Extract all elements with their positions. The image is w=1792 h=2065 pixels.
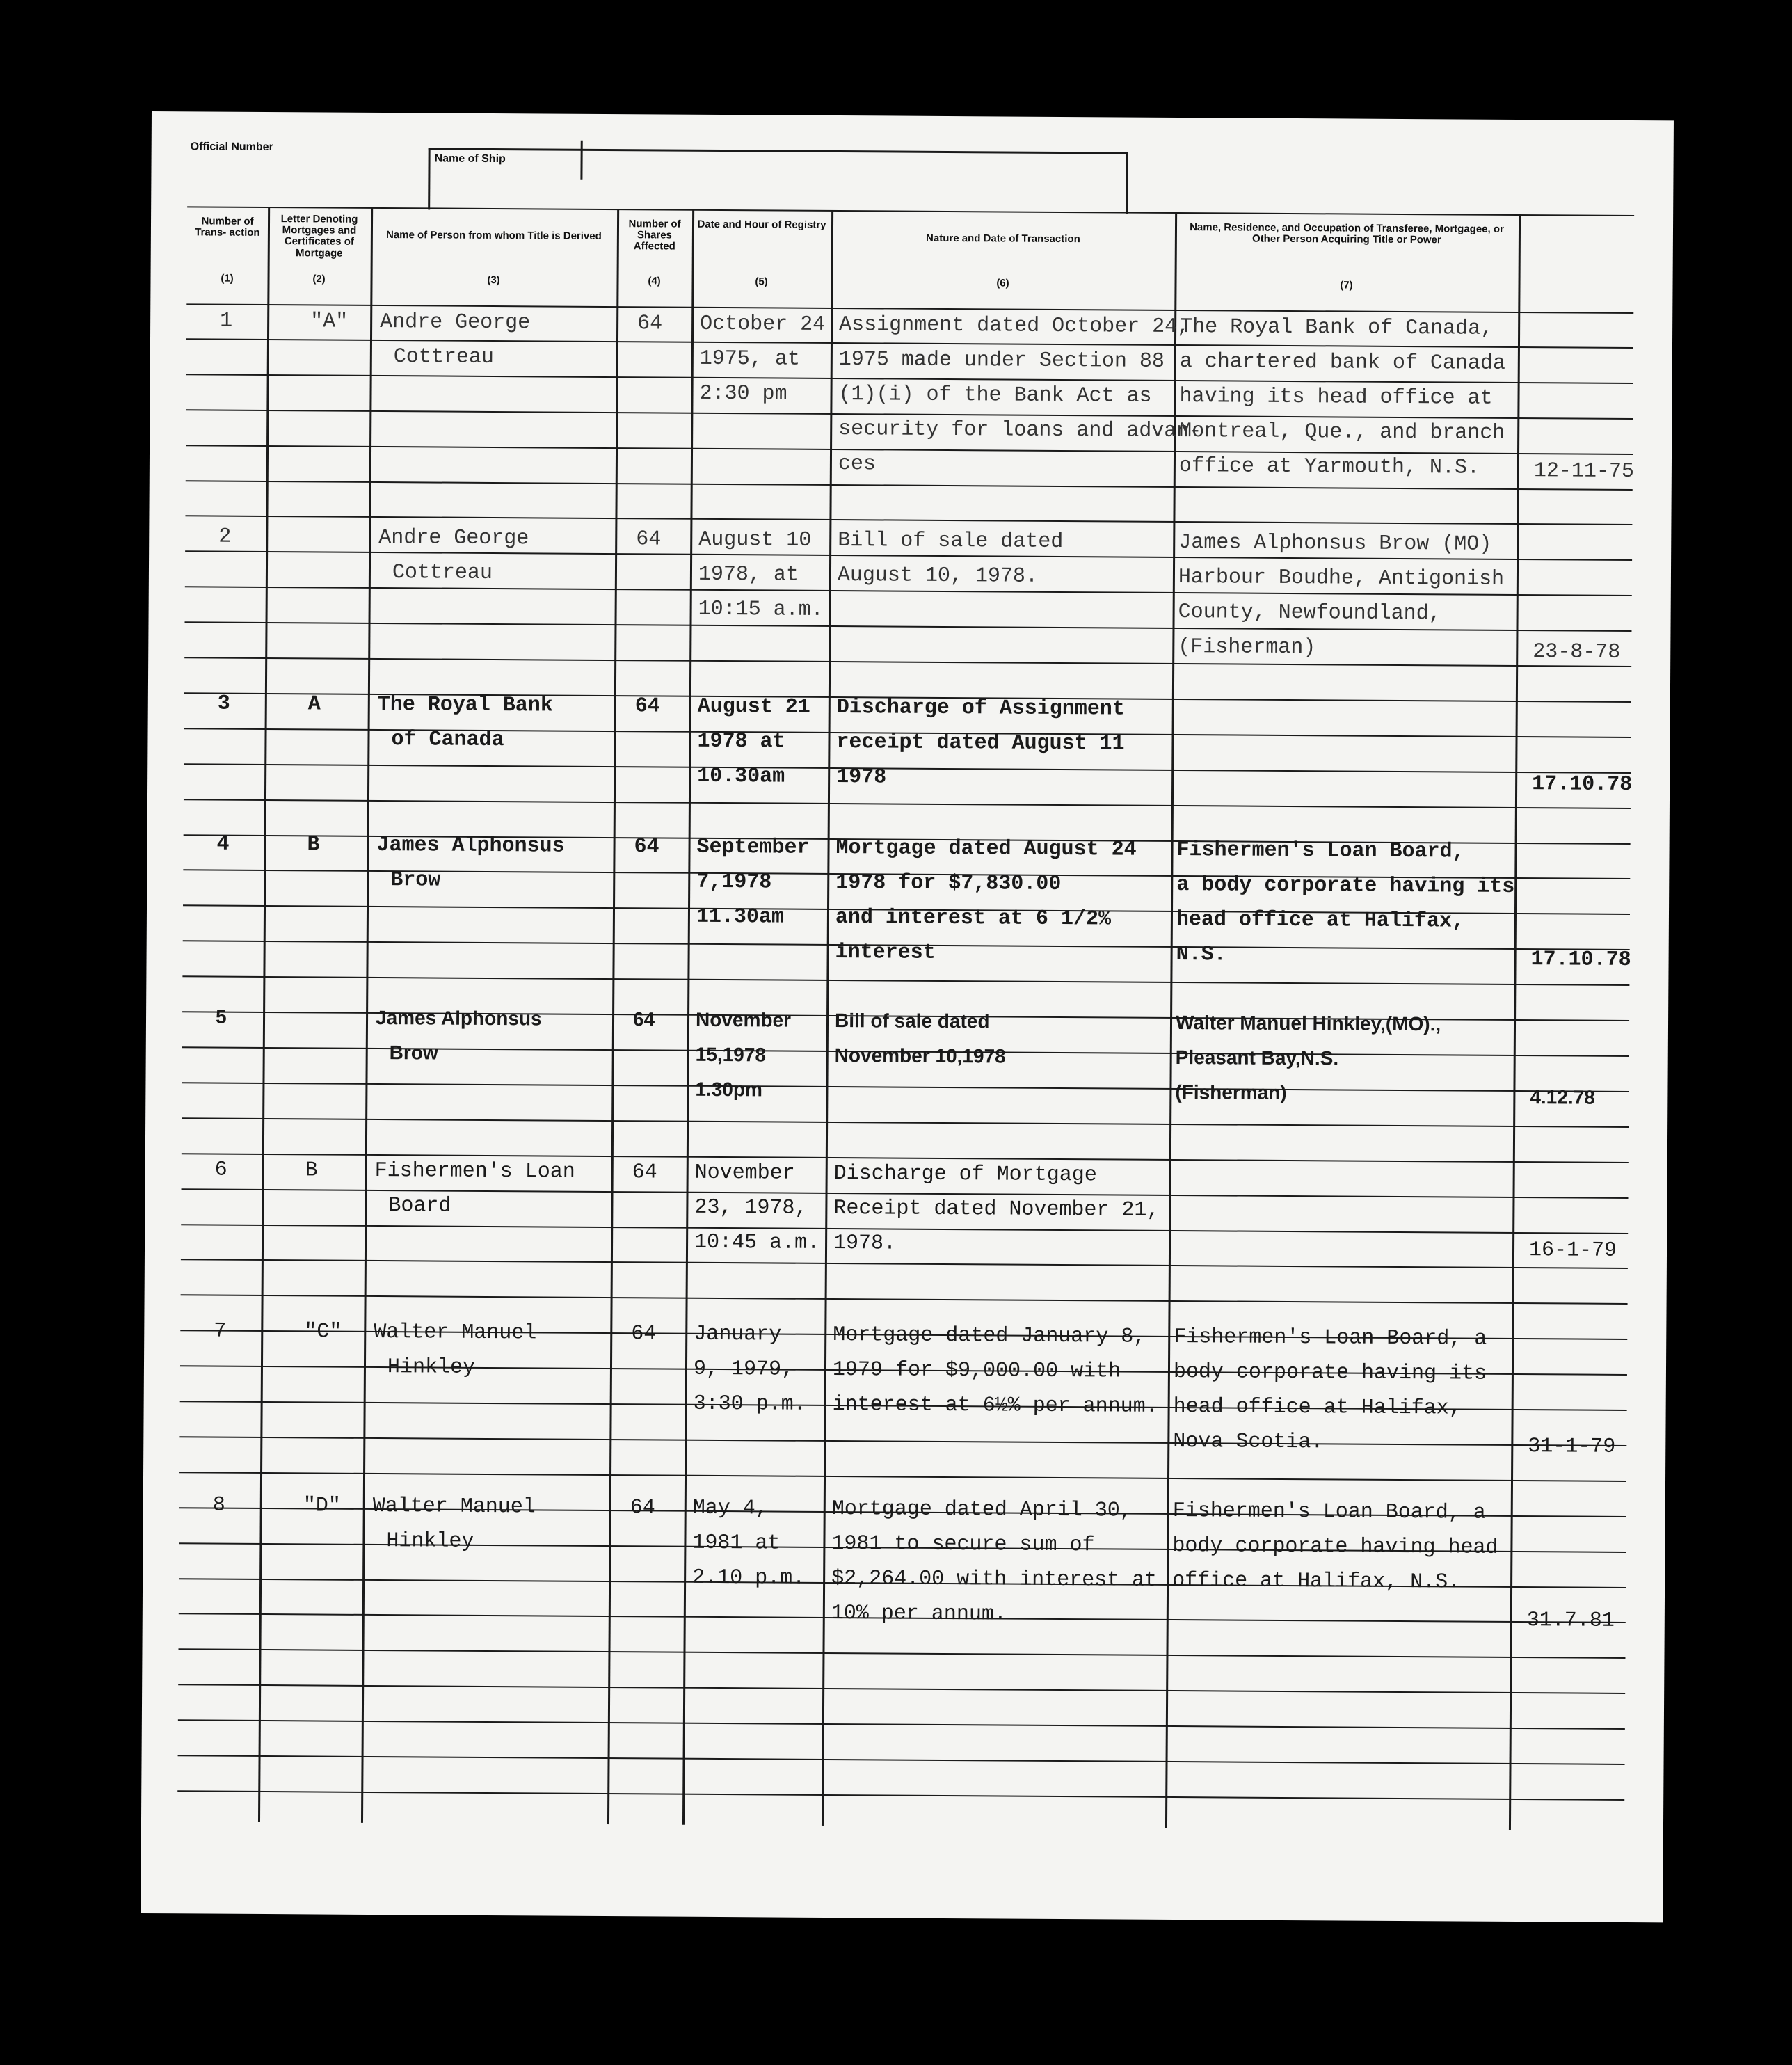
transaction-number: 7 bbox=[214, 1319, 227, 1344]
title-derived-from: Walter Manuel bbox=[372, 1494, 536, 1520]
transferee: head office at Halifax, bbox=[1173, 1395, 1462, 1421]
transferee: Fishermen's Loan Board, a bbox=[1172, 1499, 1486, 1525]
registration-date: 16-1-79 bbox=[1528, 1238, 1617, 1263]
transferee: Pleasant Bay,N.S. bbox=[1175, 1046, 1339, 1069]
transaction-nature: Mortgage dated August 24 bbox=[835, 836, 1137, 862]
transaction-nature: November 10,1978 bbox=[834, 1044, 1006, 1067]
transferee: head office at Halifax, bbox=[1176, 908, 1465, 934]
transaction-nature: interest bbox=[835, 941, 936, 965]
mortgage-letter: "A" bbox=[310, 310, 349, 334]
shares-affected: 64 bbox=[630, 1496, 655, 1520]
mortgage-letter: A bbox=[307, 692, 321, 717]
registry-date: 3:30 p.m. bbox=[693, 1392, 806, 1417]
column-title: Letter Denoting Mortgages and Certificates of Mortgage bbox=[280, 213, 358, 260]
mortgage-letter: B bbox=[305, 1158, 318, 1183]
registry-date: November bbox=[695, 1008, 792, 1031]
title-derived-from: Andre George bbox=[378, 526, 529, 551]
transferee: (Fisherman) bbox=[1178, 635, 1316, 660]
registry-date: 10:15 a.m. bbox=[698, 597, 824, 622]
title-derived-from: of Canada bbox=[391, 728, 504, 753]
ruled-line bbox=[178, 1719, 1625, 1730]
ruled-line bbox=[178, 1755, 1625, 1765]
ruled-line bbox=[179, 1472, 1626, 1482]
transaction-nature: 1978. bbox=[833, 1231, 897, 1256]
column-title: Date and Hour of Registry bbox=[697, 218, 826, 231]
ruled-line bbox=[184, 799, 1631, 809]
column-number: (6) bbox=[996, 277, 1009, 289]
column-title: Number of Shares Affected bbox=[628, 218, 681, 253]
transferee: Nova Scotia. bbox=[1173, 1430, 1324, 1455]
registry-date: 9, 1979, bbox=[693, 1357, 794, 1382]
transaction-nature: 1975 made under Section 88 bbox=[838, 348, 1165, 374]
transferee: body corporate having its bbox=[1173, 1360, 1487, 1386]
title-derived-from: Brow bbox=[390, 868, 441, 893]
mortgage-letter: "C" bbox=[304, 1320, 342, 1344]
ledger-grid bbox=[152, 111, 1674, 120]
transaction-nature: Bill of sale dated bbox=[834, 1010, 990, 1032]
registry-date: May 4, bbox=[692, 1496, 768, 1521]
transaction-nature: security for loans and advan- bbox=[838, 417, 1202, 444]
transaction-nature: 1979 for $9,000.00 with bbox=[832, 1358, 1121, 1384]
transaction-nature: August 10, 1978. bbox=[837, 564, 1039, 589]
transferee: a chartered bank of Canada bbox=[1179, 350, 1506, 376]
shares-affected: 64 bbox=[631, 1322, 657, 1346]
title-derived-from: Brow bbox=[389, 1042, 438, 1064]
registry-date: August 21 bbox=[697, 694, 810, 719]
transaction-nature: 1981 to secure sum of bbox=[831, 1532, 1095, 1558]
title-derived-from: Board bbox=[388, 1194, 451, 1218]
column-number: (7) bbox=[1340, 279, 1353, 292]
transaction-nature: 1978 for $7,830.00 bbox=[835, 871, 1062, 897]
registry-date: 10:45 a.m. bbox=[694, 1230, 820, 1255]
transaction-nature: Discharge of Assignment bbox=[836, 696, 1125, 721]
title-derived-from: Hinkley bbox=[386, 1529, 474, 1554]
register-sheet bbox=[141, 111, 1674, 1922]
transaction-nature: 10% per annum. bbox=[831, 1602, 1007, 1627]
title-derived-from: James Alphonsus bbox=[375, 1006, 542, 1030]
registry-date: 2.10 p.m. bbox=[692, 1565, 806, 1590]
transaction-number: 8 bbox=[212, 1493, 225, 1517]
shares-affected: 64 bbox=[632, 1161, 657, 1185]
transaction-nature: 1978 bbox=[836, 765, 887, 790]
title-derived-from: Walter Manuel bbox=[374, 1320, 537, 1346]
transferee: Fishermen's Loan Board, bbox=[1176, 838, 1465, 864]
ruled-line bbox=[177, 1790, 1624, 1801]
registry-date: 10.30am bbox=[697, 764, 785, 789]
mortgage-letter: "D" bbox=[303, 1494, 341, 1518]
column-number: (3) bbox=[487, 273, 500, 287]
ruled-line bbox=[182, 1117, 1629, 1128]
transferee: Montreal, Que., and branch bbox=[1179, 420, 1505, 445]
column-number: (2) bbox=[312, 273, 326, 285]
registry-date: October 24 bbox=[700, 312, 826, 337]
ruled-line bbox=[179, 1436, 1626, 1446]
shares-affected: 64 bbox=[634, 835, 659, 859]
ruled-line bbox=[181, 1259, 1628, 1269]
ruled-line bbox=[182, 1082, 1629, 1092]
registry-date: September bbox=[696, 835, 810, 860]
column-title: Nature and Date of Transaction bbox=[925, 232, 1080, 246]
column-number: (1) bbox=[221, 272, 234, 285]
column-number: (5) bbox=[755, 276, 768, 288]
transferee: (Fisherman) bbox=[1175, 1081, 1287, 1103]
transferee: office at Halifax, N.S. bbox=[1172, 1569, 1461, 1595]
transferee: a body corporate having its bbox=[1176, 873, 1515, 899]
transaction-number: 6 bbox=[214, 1158, 227, 1182]
registry-date: 23, 1978, bbox=[694, 1195, 808, 1220]
ruled-line bbox=[184, 657, 1631, 667]
transferee: The Royal Bank of Canada, bbox=[1180, 315, 1494, 341]
mortgage-letter: B bbox=[307, 833, 320, 857]
registry-date: November bbox=[694, 1161, 795, 1186]
column-title: Name, Residence, and Occupation of Transferee, Mortgagee, or Other Person Acquiring Title or Power bbox=[1190, 221, 1504, 246]
transaction-number: 4 bbox=[216, 832, 230, 856]
title-derived-from: Andre George bbox=[380, 310, 531, 335]
registration-date: 23-8-78 bbox=[1533, 640, 1621, 664]
transaction-nature: Mortgage dated April 30, bbox=[831, 1497, 1133, 1523]
transaction-nature: $2,264.00 with interest at bbox=[831, 1567, 1158, 1593]
transferee: Walter Manuel Hinkley,(MO)., bbox=[1175, 1012, 1441, 1035]
column-title: Number of Trans- action bbox=[195, 215, 260, 239]
transaction-nature: receipt dated August 11 bbox=[836, 731, 1125, 756]
registry-date: 11.30am bbox=[696, 904, 785, 930]
ship-name-label: Name of Ship bbox=[434, 152, 506, 166]
registry-date: 1981 at bbox=[692, 1531, 781, 1556]
transaction-number: 1 bbox=[220, 309, 233, 333]
transferee: County, Newfoundland, bbox=[1178, 600, 1441, 626]
transaction-nature: Mortgage dated January 8, bbox=[833, 1323, 1146, 1349]
ruled-line bbox=[178, 1648, 1625, 1659]
ruled-line bbox=[181, 1294, 1628, 1305]
transaction-nature: Discharge of Mortgage bbox=[833, 1162, 1097, 1188]
transferee: office at Yarmouth, N.S. bbox=[1178, 454, 1480, 480]
registration-date: 12-11-75 bbox=[1533, 459, 1635, 484]
transaction-number: 5 bbox=[215, 1005, 227, 1028]
ruled-line bbox=[184, 763, 1631, 774]
transferee: body corporate having head bbox=[1172, 1534, 1498, 1560]
registry-date: 2:30 pm bbox=[699, 381, 787, 406]
transaction-number: 3 bbox=[217, 692, 230, 716]
transaction-nature: Assignment dated October 24, bbox=[839, 313, 1190, 340]
shares-affected: 64 bbox=[637, 312, 663, 336]
column-title: Name of Person from whom Title is Derived bbox=[385, 229, 602, 242]
title-derived-from: Cottreau bbox=[393, 345, 494, 370]
transferee: James Alphonsus Brow (MO) bbox=[1178, 531, 1492, 557]
registration-date: 4.12.78 bbox=[1530, 1086, 1595, 1108]
ship-name-box bbox=[428, 148, 1128, 214]
official-number-label: Official Number bbox=[190, 141, 273, 154]
registry-date: 1.30pm bbox=[695, 1078, 763, 1101]
transaction-nature: ces bbox=[838, 452, 877, 477]
shares-affected: 64 bbox=[632, 1008, 655, 1030]
transaction-nature: interest at 6½% per annum. bbox=[832, 1393, 1158, 1419]
shares-affected: 64 bbox=[636, 527, 662, 552]
transaction-nature: and interest at 6 1/2% bbox=[835, 906, 1112, 932]
ruled-line bbox=[182, 975, 1629, 986]
registry-date: 7,1978 bbox=[696, 870, 772, 895]
registration-date: 17.10.78 bbox=[1530, 948, 1631, 973]
transaction-nature: Receipt dated November 21, bbox=[833, 1197, 1160, 1222]
shares-affected: 64 bbox=[634, 694, 660, 719]
registration-date: 31-1-79 bbox=[1528, 1435, 1616, 1459]
transaction-number: 2 bbox=[218, 525, 232, 549]
registration-date: 17.10.78 bbox=[1532, 772, 1633, 797]
ruled-line bbox=[178, 1684, 1625, 1694]
transaction-nature: (1)(i) of the Bank Act as bbox=[838, 383, 1152, 408]
registry-date: 15,1978 bbox=[695, 1043, 767, 1066]
transferee: Harbour Boudhe, Antigonish bbox=[1178, 566, 1505, 591]
title-derived-from: James Alphonsus bbox=[376, 833, 565, 859]
title-derived-from: The Royal Bank bbox=[377, 693, 553, 718]
transferee: Fishermen's Loan Board, a bbox=[1174, 1325, 1487, 1351]
transferee: N.S. bbox=[1176, 943, 1226, 967]
registry-date: January bbox=[694, 1322, 782, 1347]
title-derived-from: Cottreau bbox=[392, 561, 493, 586]
registry-date: 1978, at bbox=[698, 562, 799, 587]
column-number: (4) bbox=[648, 275, 661, 287]
registration-date: 31.7.81 bbox=[1526, 1609, 1615, 1633]
registry-date: 1975, at bbox=[699, 346, 800, 372]
transferee: having its head office at bbox=[1179, 385, 1493, 410]
title-derived-from: Fishermen's Loan bbox=[374, 1158, 575, 1184]
title-derived-from: Hinkley bbox=[387, 1355, 476, 1380]
registry-date: August 10 bbox=[698, 527, 812, 552]
transaction-nature: Bill of sale dated bbox=[838, 529, 1064, 555]
registry-date: 1978 at bbox=[697, 729, 785, 754]
